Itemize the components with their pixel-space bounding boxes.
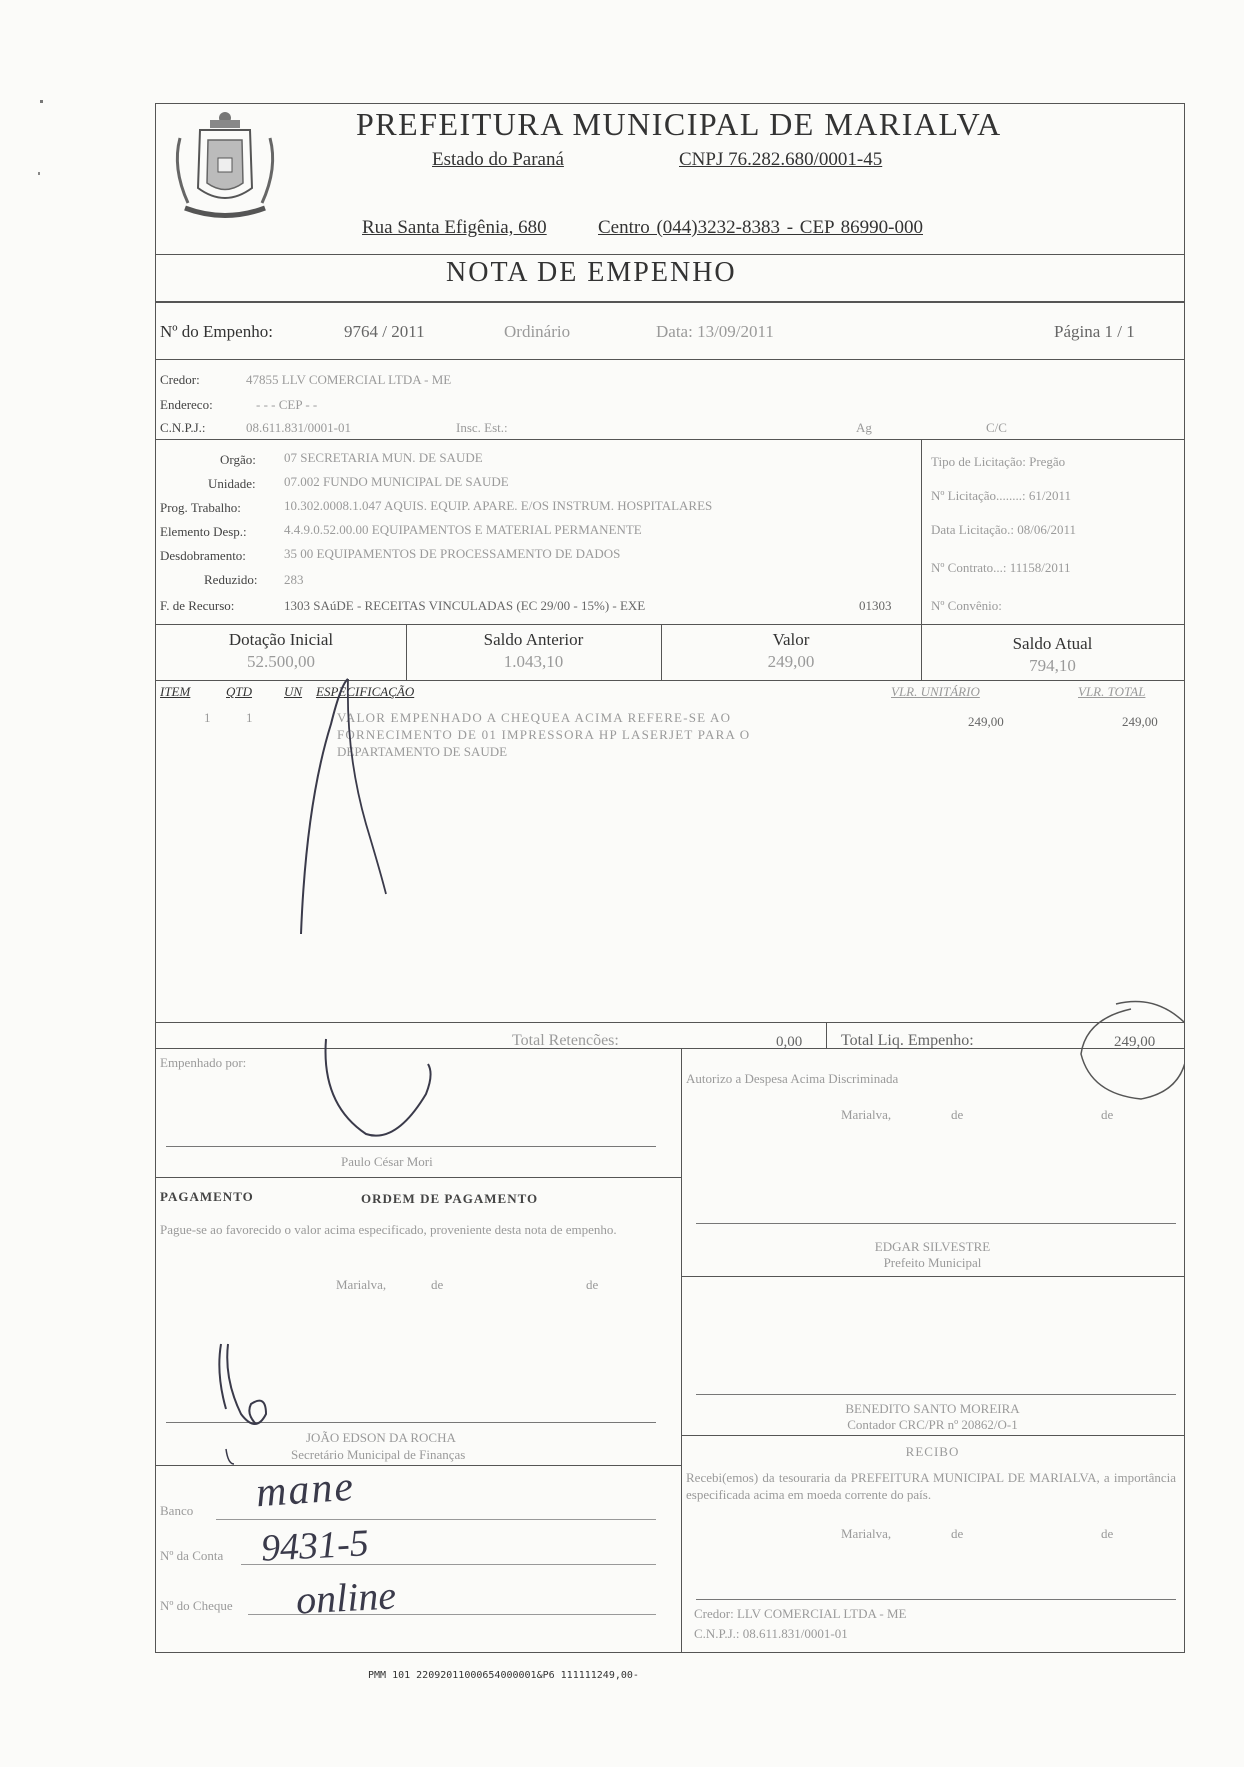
saldo-anterior-value: 1.043,10 [503,652,564,671]
cheque-handwritten: online [294,1572,398,1623]
endereco-value: - - - CEP - - [256,397,318,412]
item-spec-line: VALOR EMPENHADO A CHEQUEA ACIMA REFERE-SE AO [337,710,732,725]
recibo-de-1: de [951,1526,964,1541]
item-total-value: 249,00 [1122,714,1158,729]
state-name: Estado do Paraná [432,149,564,170]
item-unit-value: 249,00 [968,714,1004,729]
col-un-header: UN [284,684,303,699]
municipality-contact: Centro (044)3232-8383 - CEP 86990-000 [598,217,923,238]
dotacao-value: 52.500,00 [247,652,315,671]
pague-se-text: Pague-se ao favorecido o valor acima especificado, proveniente desta nota de empenho. [160,1222,617,1237]
reduzido-label: Reduzido: [204,572,258,587]
empenho-number: 9764 / 2011 [344,322,425,341]
empenho-label: Nº do Empenho: [160,322,273,341]
insc-est-label: Insc. Est.: [456,420,508,435]
reduzido-value: 283 [284,572,304,587]
empenhado-por-label: Empenhado por: [160,1055,247,1070]
scan-mark [40,100,43,103]
valor-value: 249,00 [767,652,815,671]
desdobramento-label: Desdobramento: [160,548,246,563]
col-especificacao-header: ESPECIFICAÇÃO [316,684,415,699]
prefeito-name: EDGAR SILVESTRE [874,1239,991,1254]
retencoes-value: 0,00 [776,1034,803,1050]
scan-mark [38,172,40,175]
prefeito-title: Prefeito Municipal [883,1255,982,1270]
empenho-form [155,103,1185,1653]
contador-name: BENEDITO SANTO MOREIRA [845,1401,1020,1416]
data-licitacao: Data Licitação.: 08/06/2011 [931,522,1076,537]
unidade-value: 07.002 FUNDO MUNICIPAL DE SAUDE [284,474,509,489]
dotacao-label: Dotação Inicial [228,630,334,649]
autorizo-de-2: de [1101,1107,1114,1122]
elemento-value: 4.4.9.0.52.00.00 EQUIPAMENTOS E MATERIAL PERMANENTE [284,522,642,537]
total-liquido-label: Total Liq. Empenho: [841,1032,974,1049]
recibo-heading: RECIBO [905,1444,960,1459]
col-vlr-total-header: VLR. TOTAL [1078,684,1146,699]
tipo-licitacao: Tipo de Licitação: Pregão [931,454,1066,469]
numero-licitacao: Nº Licitação........: 61/2011 [931,488,1072,503]
prog-trabalho-label: Prog. Trabalho: [160,500,241,515]
ordem-de-2: de [586,1277,599,1292]
item-qtd: 1 [246,710,253,725]
autorizo-place: Marialva, [841,1107,892,1122]
empenho-date: Data: 13/09/2011 [656,322,774,341]
ordem-place: Marialva, [336,1277,387,1292]
banco-label: Banco [160,1503,194,1518]
col-vlr-unitario-header: VLR. UNITÁRIO [891,684,980,699]
creditor-cnpj: 08.611.831/0001-01 [246,420,351,435]
recurso-label: F. de Recurso: [160,598,235,613]
unidade-label: Unidade: [208,476,256,491]
elemento-label: Elemento Desp.: [160,524,247,539]
recurso-value: 1303 SAúDE - RECEITAS VINCULADAS (EC 29/00 - 15%) - EXE [284,598,646,613]
recibo-text: Recebi(emos) da tesouraria da PREFEITURA MUNICIPAL DE MARIALVA, a importância especificada acima em moeda corrente do país. [686,1470,1176,1502]
saldo-anterior-label: Saldo Anterior [483,630,584,649]
pagamento-heading: PAGAMENTO [160,1189,254,1204]
handwritten-marks [156,104,1184,1652]
footer-code: PMM 101 22092011000654000001&P6 111111249,00- [368,1670,639,1681]
recibo-cnpj: C.N.P.J.: 08.611.831/0001-01 [694,1626,848,1641]
secretario-name: JOÃO EDSON DA ROCHA [306,1430,456,1445]
endereco-label: Endereco: [160,397,213,412]
recibo-de-2: de [1101,1526,1114,1541]
autorizo-text: Autorizo a Despesa Acima Discriminada [686,1071,899,1086]
orgao-label: Orgão: [220,452,256,467]
recibo-place: Marialva, [841,1526,892,1541]
saldo-atual-value: 794,10 [1029,656,1076,675]
total-liquido-value: 249,00 [1114,1034,1156,1050]
ordem-de-1: de [431,1277,444,1292]
municipality-address: Rua Santa Efigênia, 680 [362,217,547,238]
banco-handwritten: mane [254,1463,357,1517]
prog-trabalho-value: 10.302.0008.1.047 AQUIS. EQUIP. APARE. E/OS INSTRUM. HOSPITALARES [284,498,713,513]
cnpj-label: C.N.P.J.: [160,420,206,435]
contador-title: Contador CRC/PR nº 20862/O-1 [847,1417,1018,1432]
col-qtd-header: QTD [226,684,253,699]
secretario-title: Secretário Municipal de Finanças [291,1447,466,1462]
empenho-type: Ordinário [504,322,571,341]
conta-corrente-label: C/C [986,420,1007,435]
credor-value: 47855 LLV COMERCIAL LTDA - ME [246,372,452,387]
item-spec-line: FORNECIMENTO DE 01 IMPRESSORA HP LASERJET PARA O [337,727,751,742]
agencia-label: Ag [856,420,872,435]
cheque-label: Nº do Cheque [160,1598,233,1613]
ordem-pagamento-heading: ORDEM DE PAGAMENTO [361,1191,539,1206]
recurso-code: 01303 [859,598,892,613]
conta-handwritten: 9431-5 [259,1522,370,1570]
item-spec-line: DEPARTAMENTO DE SAUDE [337,744,508,759]
credor-label: Credor: [160,372,200,387]
saldo-atual-label: Saldo Atual [1012,634,1093,653]
retencoes-label: Total Retencões: [512,1032,619,1049]
col-item-header: ITEM [160,684,191,699]
document-title: NOTA DE EMPENHO [446,257,737,288]
desdobramento-value: 35 00 EQUIPAMENTOS DE PROCESSAMENTO DE DADOS [284,546,621,561]
numero-convenio: Nº Convênio: [931,598,1002,613]
municipality-title: PREFEITURA MUNICIPAL DE MARIALVA [356,106,1002,142]
page-number: Página 1 / 1 [1054,322,1135,341]
autorizo-de-1: de [951,1107,964,1122]
item-number: 1 [204,710,211,725]
empenhado-por-name: Paulo César Mori [341,1154,433,1169]
valor-label: Valor [772,630,810,649]
conta-label: Nº da Conta [160,1548,224,1563]
recibo-credor: Credor: LLV COMERCIAL LTDA - ME [694,1606,907,1621]
orgao-value: 07 SECRETARIA MUN. DE SAUDE [284,450,483,465]
numero-contrato: Nº Contrato...: 11158/2011 [931,560,1071,575]
municipality-cnpj: CNPJ 76.282.680/0001-45 [679,149,883,170]
